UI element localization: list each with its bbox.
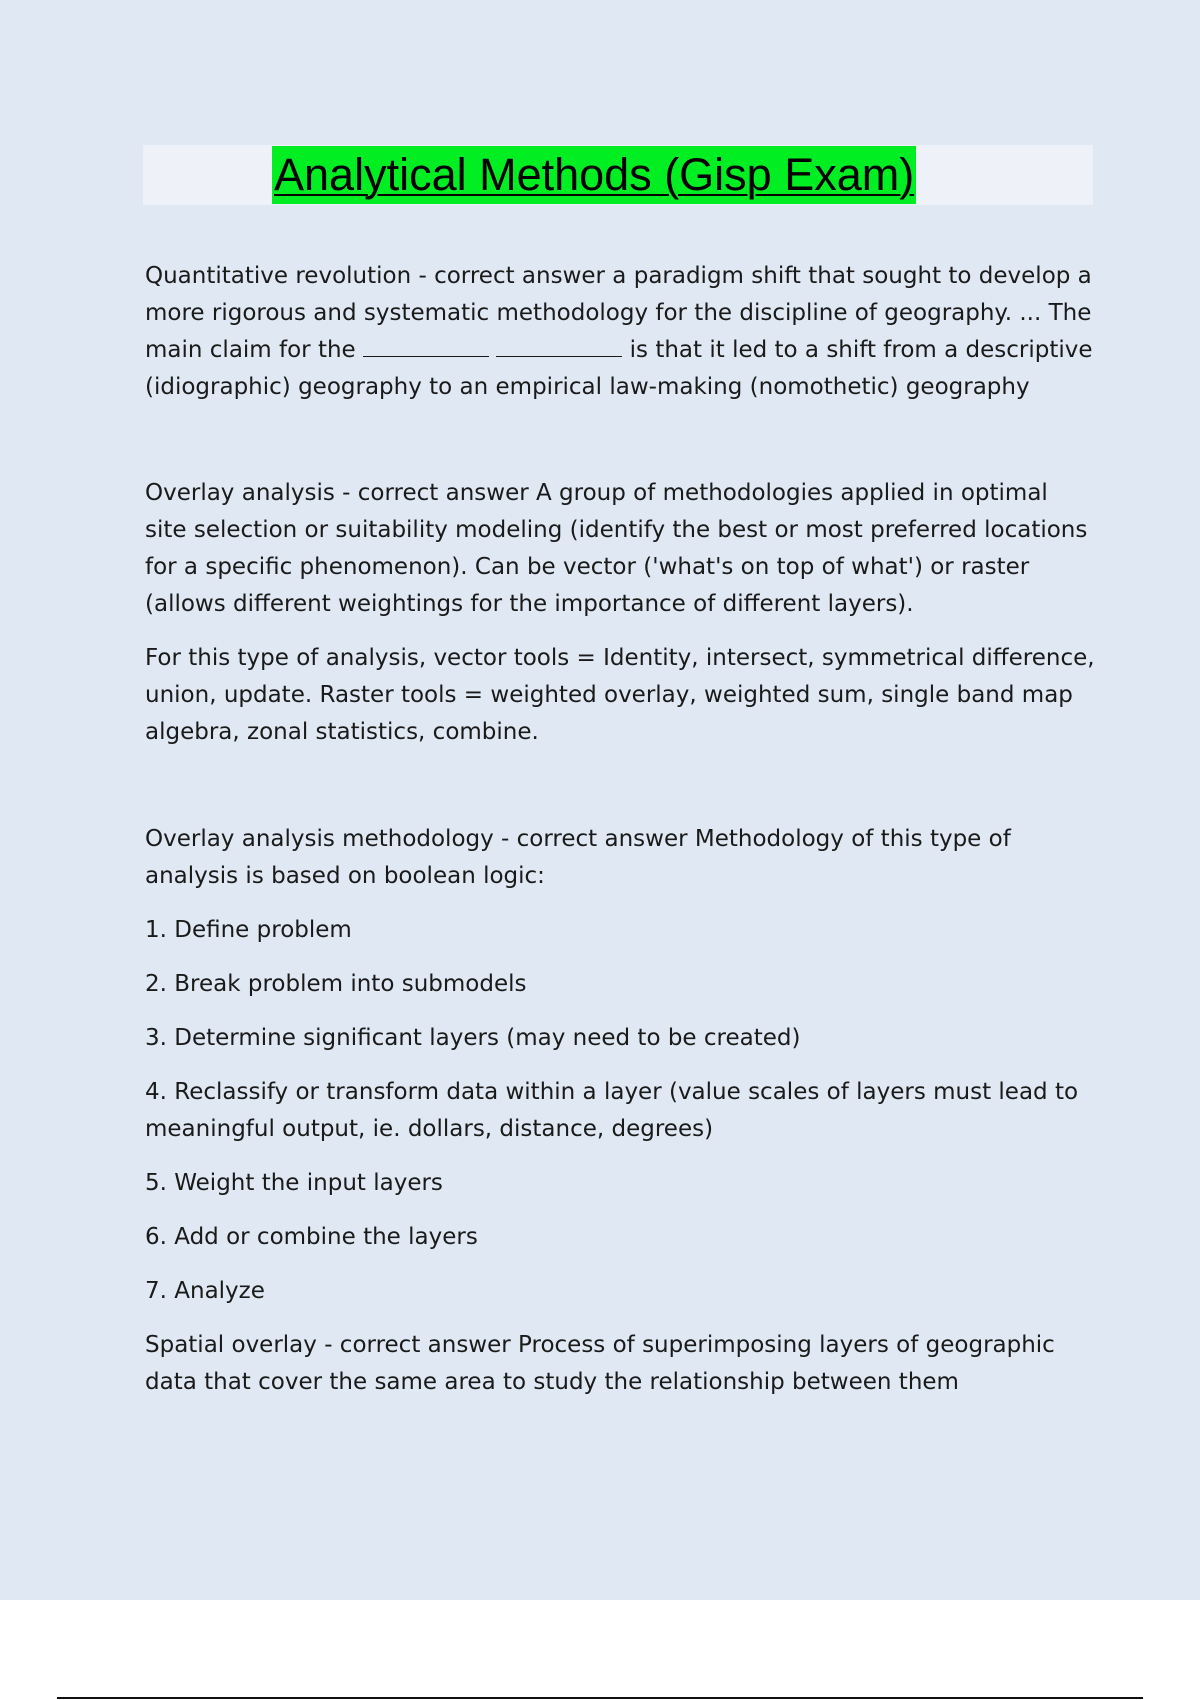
document-title: Analytical Methods (Gisp Exam) [272, 146, 916, 204]
entry-quantitative-revolution [145, 258, 1095, 406]
entry-overlay-analysis: Overlay analysis - correct answer A group of methodologies applied in optimal site selection or suitability modeling (identify the best or most preferred locations for a specific phenomenon). Can be vector ('what's on top of what') or raster (allows different weightings for the importance of different layers). [145, 480, 1088, 617]
entry-spatial-overlay: Spatial overlay - correct answer Process of superimposing layers of geographic data that cover the same area to study the relationship between them [145, 1332, 1055, 1395]
entry-text: is that it led to a shift from a descriptive (idiographic) geography to an empirical law-making (nomothetic) geography [145, 337, 1093, 400]
entry-overlay-methodology: Overlay analysis methodology - correct answer Methodology of this type of analysis is based on boolean logic: [145, 826, 1011, 889]
content-area [145, 258, 1095, 1418]
entry-overlay-analysis-tools: For this type of analysis, vector tools = Identity, intersect, symmetrical difference, union, update. Raster tools = weighted overlay, weighted sum, single band map algebra, zonal statistics, combine. [145, 645, 1095, 745]
fill-in-blank [363, 355, 489, 357]
fill-in-blank [496, 355, 622, 357]
list-item: 3. Determine significant layers (may need to be created) [145, 1025, 801, 1051]
list-item: 1. Define problem [145, 917, 352, 943]
list-item: 4. Reclassify or transform data within a layer (value scales of layers must lead to meaningful output, ie. dollars, distance, degrees) [145, 1079, 1079, 1142]
footer-divider [57, 1697, 1143, 1699]
list-item: 7. Analyze [145, 1278, 265, 1304]
methodology-steps-list [145, 912, 1095, 1310]
list-item: 6. Add or combine the layers [145, 1224, 478, 1250]
list-item: 2. Break problem into submodels [145, 971, 527, 997]
entry-text: Quantitative revolution - correct answer a paradigm shift that sought to develop a more rigorous and systematic methodology for the discipline of geography. ... The main claim for the [145, 263, 1092, 363]
list-item: 5. Weight the input layers [145, 1170, 443, 1196]
